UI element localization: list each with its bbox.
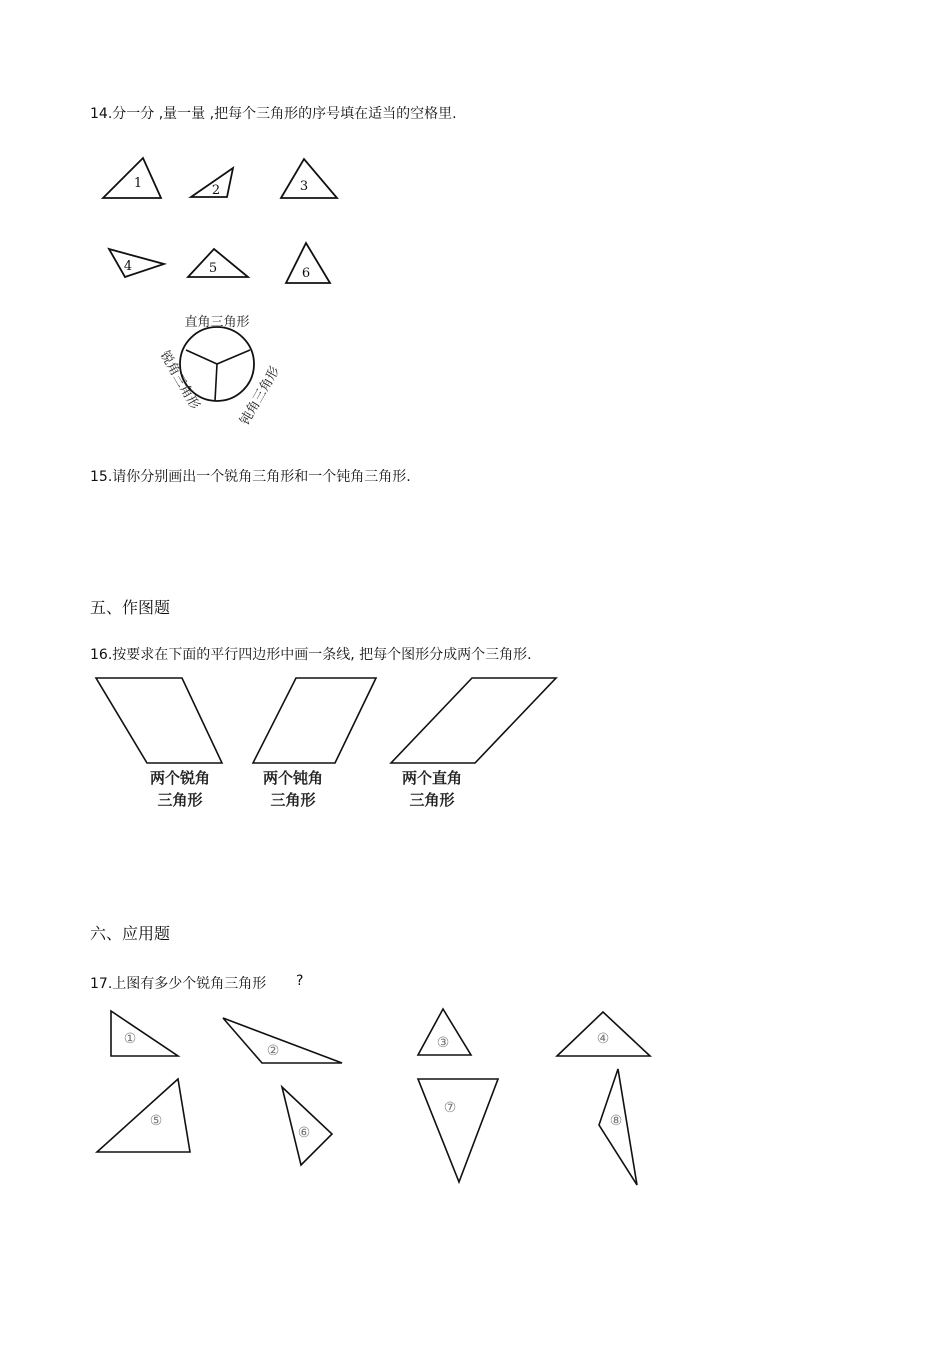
- triangle-3: [281, 159, 337, 198]
- triangle-b-label: ②: [266, 1043, 280, 1059]
- question-16-text: 16.按要求在下面的平行四边形中画一条线, 把每个图形分成两个三角形.: [90, 647, 532, 663]
- label-1-line2: 三角形: [157, 791, 203, 809]
- question-17-triangles: [0, 1000, 950, 1200]
- classification-circle: [0, 300, 950, 440]
- question-14-text: 14.分一分 ,量一量 ,把每个三角形的序号填在适当的空格里.: [90, 106, 457, 122]
- label-3-line1: 两个直角: [401, 769, 462, 787]
- question-15-text: 15.请你分别画出一个锐角三角形和一个钝角三角形.: [90, 469, 411, 485]
- question-17-mark: ?: [296, 973, 304, 989]
- triangle-3-label: 3: [299, 179, 309, 194]
- triangle-6-label: 6: [301, 266, 311, 281]
- triangle-a: [111, 1011, 178, 1056]
- triangle-a-label: ①: [123, 1031, 137, 1047]
- triangle-f-label: ⑥: [297, 1125, 311, 1141]
- triangle-h-label: ⑧: [609, 1113, 623, 1129]
- parallelogram-1-label: [135, 767, 225, 811]
- section-6-title: 六、应用题: [90, 924, 171, 943]
- triangle-b: [223, 1018, 342, 1063]
- triangle-1: [103, 158, 161, 198]
- triangle-g: [418, 1079, 498, 1182]
- parallelogram-1: [96, 678, 222, 763]
- triangle-5-label: 5: [208, 261, 218, 276]
- triangle-4: [109, 249, 164, 277]
- triangle-d-label: ④: [596, 1031, 610, 1047]
- obtuse-triangle-label: 钝角三角形: [237, 364, 283, 428]
- parallelogram-2: [253, 678, 376, 763]
- question-17-text: 17.上图有多少个锐角三角形: [90, 976, 267, 992]
- parallelogram-3-label: [387, 767, 477, 811]
- triangle-1-label: 1: [133, 176, 143, 191]
- label-2-line2: 三角形: [270, 791, 316, 809]
- right-triangle-label: 直角三角形: [184, 315, 250, 330]
- triangle-4-label: 4: [123, 259, 133, 274]
- section-5-title: 五、作图题: [90, 598, 171, 617]
- parallelogram-2-label: [248, 767, 338, 811]
- acute-triangle-label: 锐角三角形: [156, 348, 203, 413]
- triangle-c-label: ③: [436, 1035, 450, 1051]
- triangle-5: [188, 249, 248, 277]
- label-1-line1: 两个锐角: [149, 769, 210, 787]
- label-2-line1: 两个钝角: [262, 769, 323, 787]
- triangle-e: [97, 1079, 190, 1152]
- label-3-line2: 三角形: [409, 791, 455, 809]
- parallelogram-3: [391, 678, 556, 763]
- triangle-2-label: 2: [211, 183, 221, 198]
- parallelograms: [0, 670, 950, 770]
- triangle-e-label: ⑤: [149, 1113, 163, 1129]
- triangle-g-label: ⑦: [443, 1100, 457, 1116]
